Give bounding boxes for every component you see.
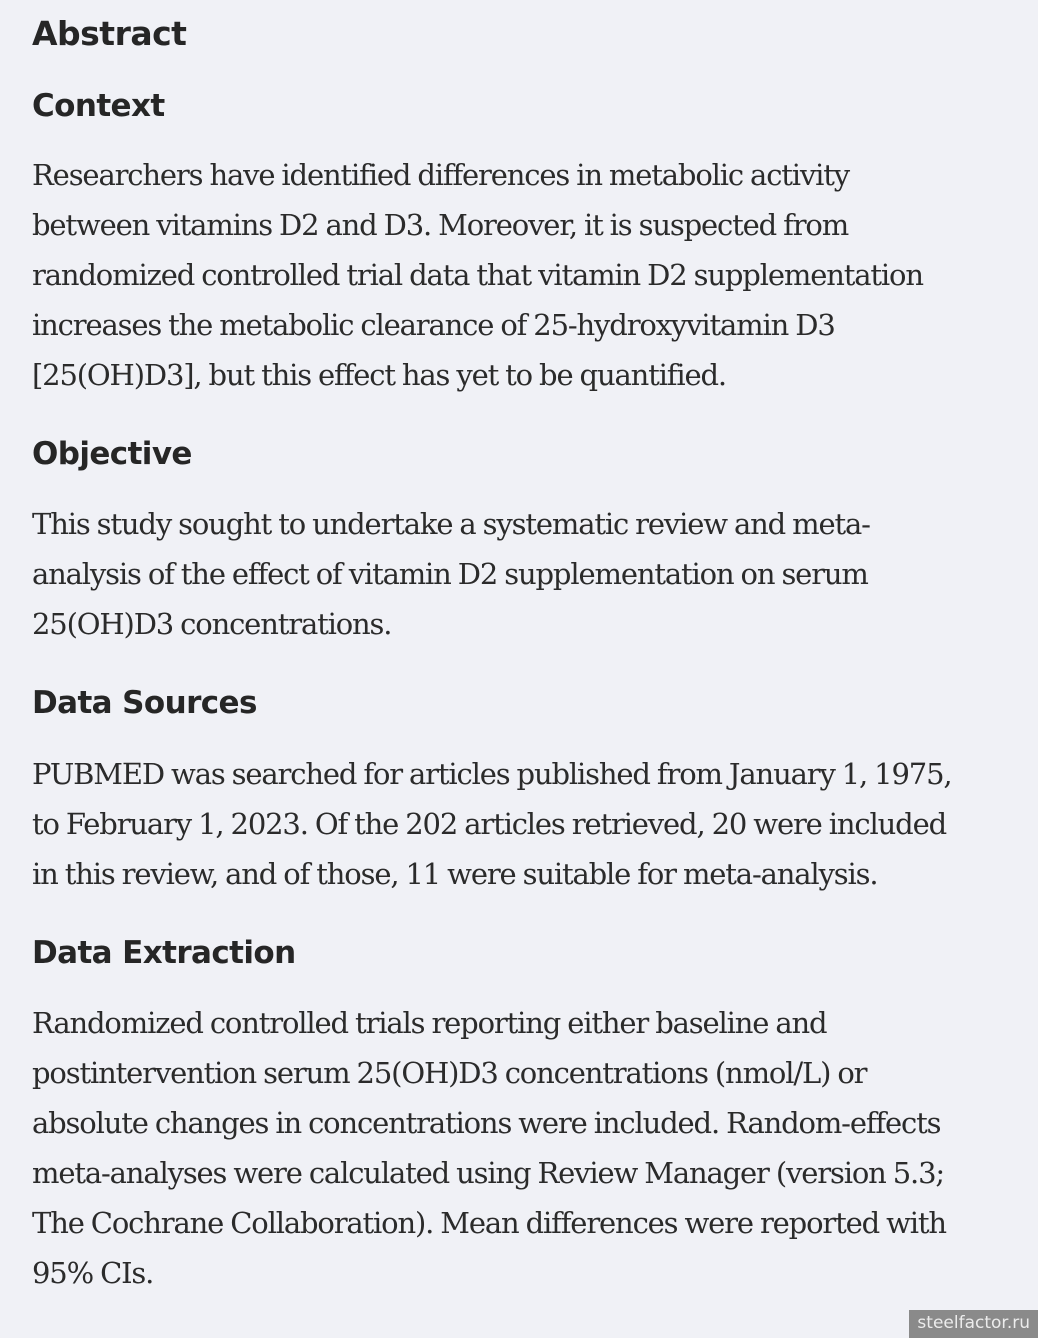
text-line: This study sought to undertake a systematic review and meta- — [32, 507, 870, 541]
text-line: [25(OH)D3], but this effect has yet to be quantified. — [32, 358, 726, 392]
text-line: PUBMED was searched for articles published from January 1, 1975, — [32, 757, 952, 791]
text-line: between vitamins D2 and D3. Moreover, it is suspected from — [32, 208, 849, 242]
text-line: increases the metabolic clearance of 25-hydroxyvitamin D3 — [32, 308, 835, 342]
text-line: The Cochrane Collaboration). Mean differences were reported with — [32, 1206, 946, 1240]
section-body-data-sources — [32, 749, 1007, 899]
section-heading-data-sources: Data Sources — [32, 685, 257, 721]
text-line: meta-analyses were calculated using Review Manager (version 5.3; — [32, 1156, 945, 1190]
section-heading-data-extraction: Data Extraction — [32, 935, 296, 971]
text-line: analysis of the effect of vitamin D2 supplementation on serum — [32, 557, 868, 591]
text-line: 95% CIs. — [32, 1256, 154, 1290]
text-line: Researchers have identified differences in metabolic activity — [32, 158, 850, 192]
text-line: to February 1, 2023. Of the 202 articles retrieved, 20 were included — [32, 807, 946, 841]
text-line: postintervention serum 25(OH)D3 concentrations (nmol/L) or — [32, 1056, 867, 1090]
abstract-title: Abstract — [32, 14, 187, 53]
text-line: randomized controlled trial data that vitamin D2 supplementation — [32, 258, 923, 292]
watermark: steelfactor.ru — [909, 1310, 1038, 1338]
section-heading-objective: Objective — [32, 436, 192, 472]
text-line: Randomized controlled trials reporting either baseline and — [32, 1006, 827, 1040]
section-body-data-extraction — [32, 998, 1007, 1298]
text-line: absolute changes in concentrations were included. Random-effects — [32, 1106, 941, 1140]
section-body-context — [32, 150, 1007, 400]
text-line: 25(OH)D3 concentrations. — [32, 607, 392, 641]
text-line: in this review, and of those, 11 were suitable for meta-analysis. — [32, 857, 878, 891]
section-body-objective — [32, 499, 1007, 649]
section-heading-context: Context — [32, 88, 165, 124]
